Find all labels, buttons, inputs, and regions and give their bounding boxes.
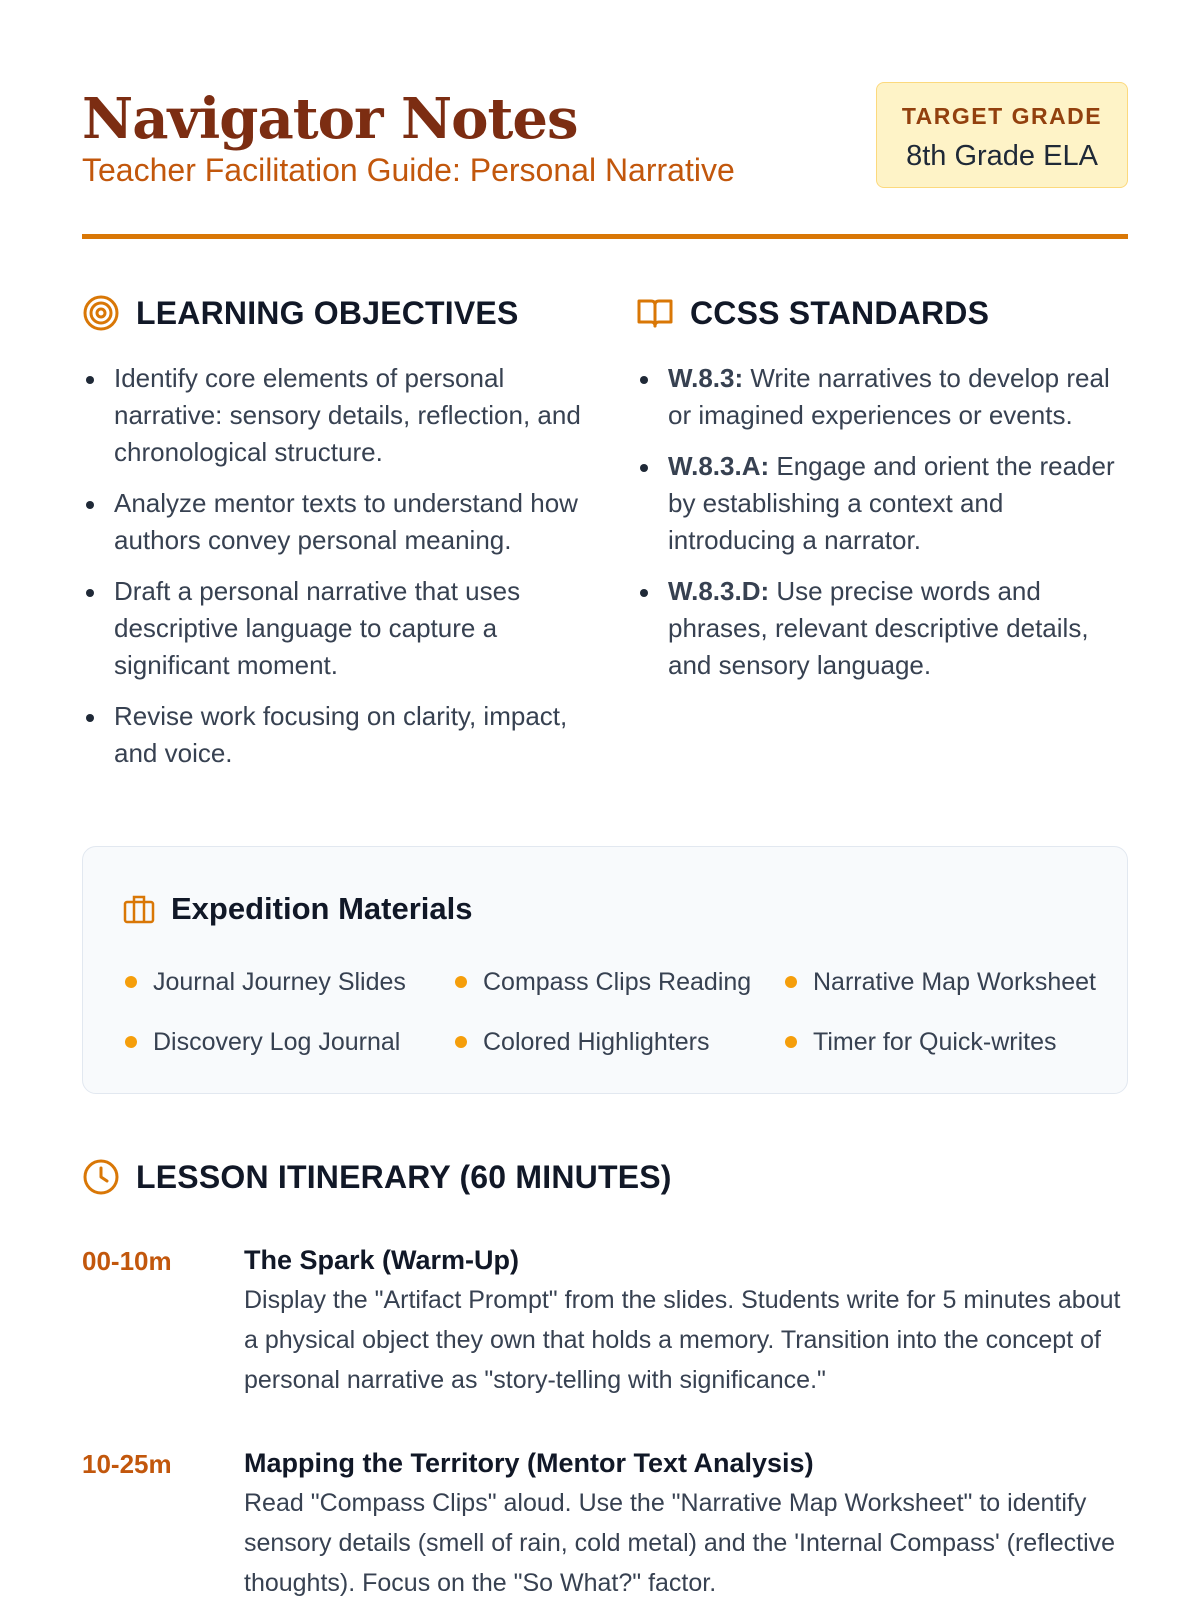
objectives-list [82,360,582,786]
objectives-heading: LEARNING OBJECTIVES [136,294,519,331]
clock-icon [82,1158,120,1196]
itinerary-heading-row [82,1158,672,1196]
standard-item [636,448,1131,559]
materials-panel [82,846,1128,1094]
standard-code: W.8.3.A: [668,451,770,481]
material-label: Discovery Log Journal [153,1027,401,1056]
step-description: Read "Compass Clips" aloud. Use the "Narrative Map Worksheet" to identify sensory details (smell of rain, cold metal) and the 'Internal Compass' (reflective thoughts). Focus on the "So What?" factor. [244,1489,1116,1597]
book-icon [636,294,674,332]
standard-code: W.8.3.D: [668,576,770,606]
step-body [244,1443,1128,1603]
material-label: Colored Highlighters [483,1027,710,1056]
standard-text: Use precise words and phrases, relevant descriptive details, and sensory language. [668,576,1089,680]
header-divider [82,234,1128,239]
material-label: Journal Journey Slides [153,967,406,996]
bullet-dot [455,1036,467,1048]
target-icon [82,294,120,332]
standard-text: Write narratives to develop real or imagined experiences or events. [668,363,1110,430]
standard-text: Engage and orient the reader by establishing a context and introducing a narrator. [668,451,1115,555]
materials-heading-row [123,891,472,927]
bullet-dot [455,976,467,988]
page-subtitle: Teacher Facilitation Guide: Personal Narrative [82,152,735,188]
standards-list [636,360,1131,698]
objective-item: Analyze mentor texts to understand how authors convey personal meaning. [82,485,582,559]
objectives-heading-row [82,294,519,332]
standard-item [636,360,1131,434]
material-item [783,963,1113,1001]
grade-value: 8th Grade ELA [906,140,1098,172]
bullet-dot [125,976,137,988]
itinerary-heading: LESSON ITINERARY (60 MINUTES) [136,1158,672,1195]
objective-item: Identify core elements of personal narrative: sensory details, reflection, and chronological structure. [82,360,582,471]
standard-code: W.8.3: [668,363,744,393]
grade-label: TARGET GRADE [901,103,1103,129]
material-item [783,1023,1113,1061]
materials-heading: Expedition Materials [171,891,473,926]
briefcase-icon [123,893,155,925]
material-label: Timer for Quick-writes [813,1027,1057,1056]
itinerary-step [82,1240,1128,1400]
bullet-dot [125,1036,137,1048]
material-label: Narrative Map Worksheet [813,967,1096,996]
material-item [453,1023,783,1061]
materials-grid [123,963,1113,1061]
header [82,80,1128,240]
standard-item [636,573,1131,684]
material-item [453,963,783,1001]
standards-heading: CCSS STANDARDS [690,294,990,331]
step-body [244,1240,1128,1400]
page-title: Navigator Notes [82,86,578,152]
material-item [123,963,453,1001]
bullet-dot [785,976,797,988]
standards-heading-row [636,294,989,332]
step-title: The Spark (Warm-Up) [244,1245,520,1275]
material-label: Compass Clips Reading [483,967,752,996]
target-grade-badge [876,82,1128,188]
material-item [123,1023,453,1061]
step-title: Mapping the Territory (Mentor Text Analysis) [244,1448,814,1478]
itinerary-step [82,1443,1128,1600]
step-description: Display the "Artifact Prompt" from the slides. Students write for 5 minutes about a physical object they own that holds a memory. Transition into the concept of personal narrative as "story-telling with significance." [244,1286,1121,1394]
bullet-dot [785,1036,797,1048]
step-time: 10-25m [82,1449,172,1479]
objective-item: Draft a personal narrative that uses descriptive language to capture a significant moment. [82,573,582,684]
objective-item: Revise work focusing on clarity, impact, and voice. [82,698,582,772]
step-time: 00-10m [82,1246,172,1276]
